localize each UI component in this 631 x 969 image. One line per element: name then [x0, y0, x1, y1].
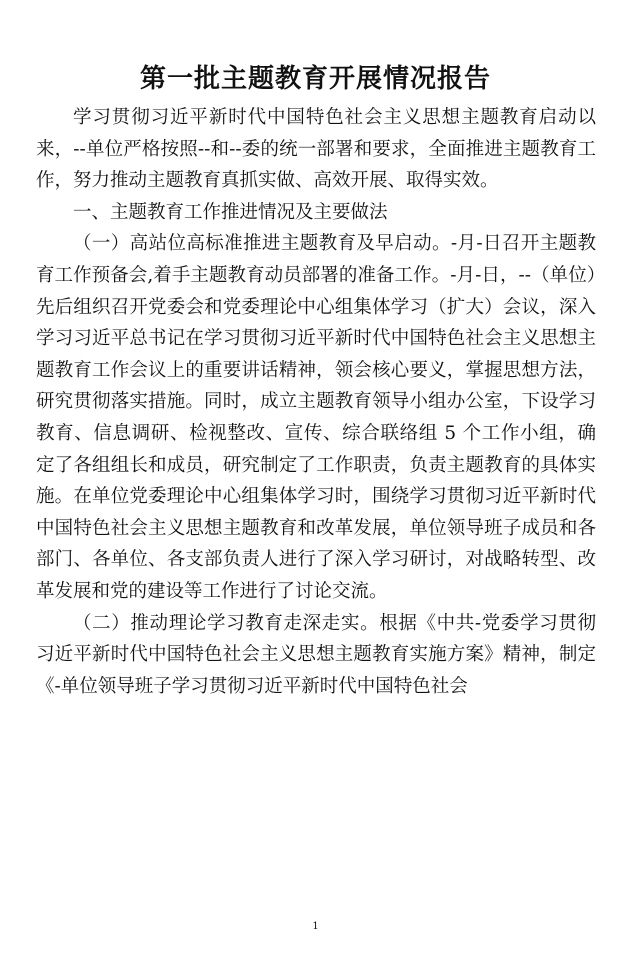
page-number: 1 — [312, 921, 319, 932]
intro-paragraph: 学习贯彻习近平新时代中国特色社会主义思想主题教育启动以来，--单位严格按照--和--委的统一部署和要求，全面推进主题教育工作，努力推动主题教育真抓实做、高效开展、取得实效。 — [36, 107, 596, 192]
subsection-paragraph-2: （二）推动理论学习教育走深走实。根据《中共-党委学习贯彻习近平新时代中国特色社会主义思想主题教育实施方案》精神，制定《-单位领导班子学习贯彻习近平新时代中国特色社会 — [36, 612, 596, 697]
document-title: 第一批主题教育开展情况报告 — [139, 64, 491, 94]
section-heading: 一、主题教育工作推进情况及主要做法 — [73, 201, 388, 223]
subsection-paragraph-1: （一）高站位高标准推进主题教育及早启动。-月-日召开主题教育工作预备会,着手主题教育动员部署的准备工作。-月-日，--（单位）先后组织召开党委会和党委理论中心组集体学习（扩大）会议，深入学习习近平总书记在学习贯彻习近平新时代中国特色社会主义思想主题教育工作会议上的重要讲话精神，领会核心要义，掌握思想方法，研究贯彻落实措施。同时，成立主题教育领导小组办公室，下设学习教育、信息调研、检视整改、宣传、综合联络组 5 个工作小组，确定了各组组长和成员，研究制定了工作职责，负责主题教育的具体实施。在单位党委理论中心组集体学习时，围绕学习贯彻习近平新时代中国特色社会主义思想主题教育和改革发展，单位领导班子成员和各部门、各单位、各支部负责人进行了深入学习研讨，对战略转型、改革发展和党的建设等工作进行了讨论交流。 — [36, 233, 596, 602]
document-body — [36, 102, 596, 702]
